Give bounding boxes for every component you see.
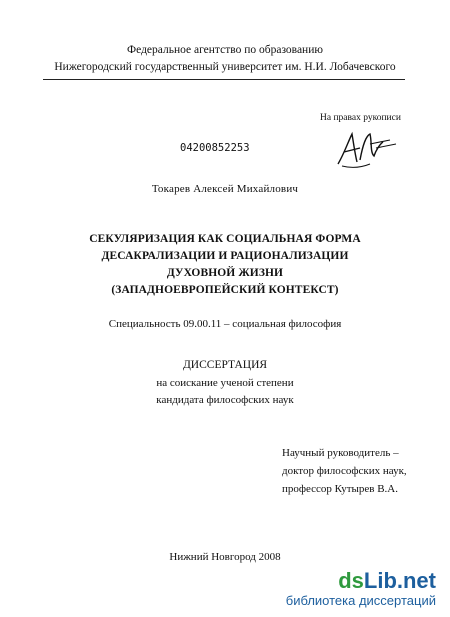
agency-name: Федеральное агентство по образованию (127, 44, 323, 56)
university-name: Нижегородский государственный университет им. Н.И. Лобачевского (54, 61, 396, 73)
watermark-brand-right: Lib.net (363, 568, 436, 593)
signature-icon (330, 124, 400, 172)
title-line-1: СЕКУЛЯРИЗАЦИЯ КАК СОЦИАЛЬНАЯ ФОРМА (89, 233, 361, 245)
supervisor-line-2: доктор философских наук, (282, 465, 407, 477)
watermark-subtitle: библиотека диссертаций (285, 593, 436, 608)
manuscript-rights: На правах рукописи (320, 113, 401, 123)
specialty: Специальность 09.00.11 – социальная философия (108, 318, 342, 330)
document-number: 04200852253 (180, 142, 250, 154)
dissertation-label: ДИССЕРТАЦИЯ (182, 359, 268, 371)
title-line-3: ДУХОВНОЙ ЖИЗНИ (166, 267, 284, 279)
title-line-4: (ЗАПАДНОЕВРОПЕЙСКИЙ КОНТЕКСТ) (111, 284, 339, 296)
supervisor-line-3: профессор Кутырев В.А. (282, 483, 398, 495)
city-year: Нижний Новгород 2008 (169, 551, 281, 563)
header-divider (43, 79, 405, 80)
title-line-2: ДЕСАКРАЛИЗАЦИИ И РАЦИОНАЛИЗАЦИИ (101, 250, 349, 262)
supervisor-line-1: Научный руководитель – (282, 447, 399, 459)
watermark-brand-left: ds (338, 568, 364, 593)
degree-line-1: на соискание ученой степени (156, 377, 294, 389)
watermark (286, 569, 436, 609)
author-name: Токарев Алексей Михайлович (151, 183, 299, 195)
degree-line-2: кандидата философских наук (156, 394, 294, 406)
watermark-brand (286, 569, 436, 593)
